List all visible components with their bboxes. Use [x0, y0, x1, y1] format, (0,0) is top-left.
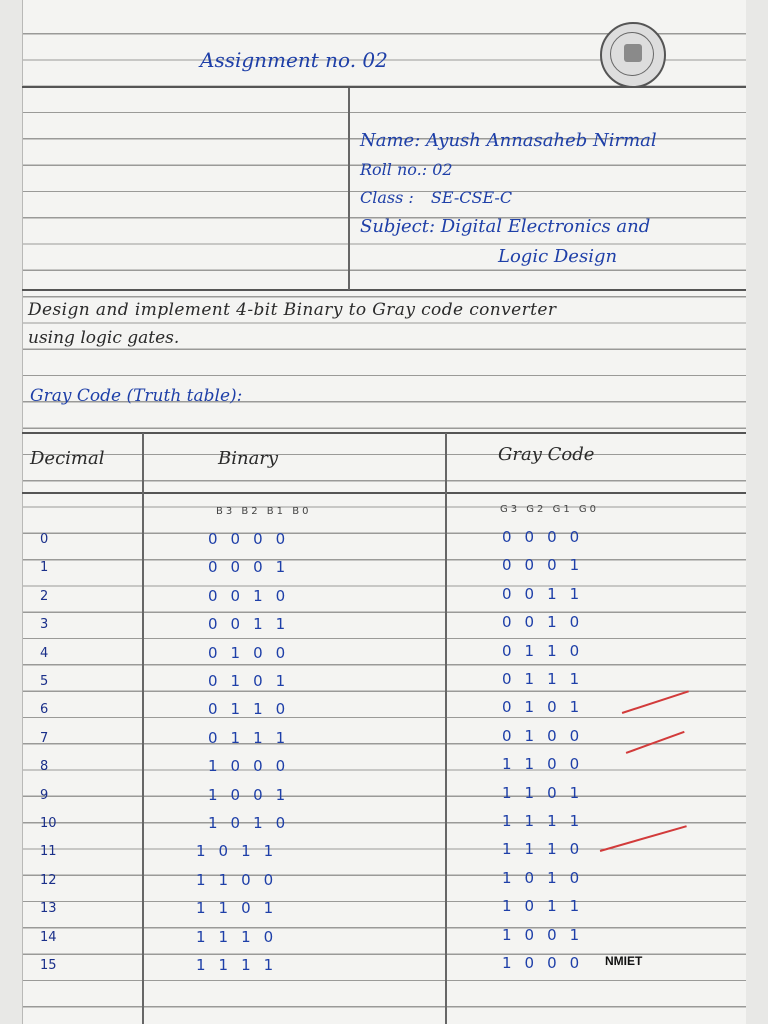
gray-cell: [502, 840, 579, 858]
binary-cell: [208, 587, 285, 605]
gray-bit: 1: [569, 556, 580, 575]
binary-bit: 1: [275, 615, 286, 634]
gray-bit: 0: [502, 528, 512, 546]
binary-bit: 0: [230, 757, 241, 776]
binary-bit: 0: [208, 615, 218, 634]
binary-bit: 0: [275, 643, 286, 662]
binary-cell: [196, 928, 273, 946]
binary-bit: 1: [241, 956, 251, 974]
binary-bit: 0: [253, 757, 263, 776]
roll-value: 02: [432, 160, 453, 179]
binary-cell: [208, 757, 285, 775]
notebook-page: [22, 0, 746, 1024]
margin-rule: [22, 0, 23, 1024]
decimal-cell: 12: [40, 872, 57, 888]
roll-line: [360, 160, 453, 179]
binary-bit: 0: [208, 643, 218, 662]
gray-bit: 1: [502, 812, 512, 830]
binary-bit: 0: [218, 842, 229, 861]
gray-cell: [502, 897, 579, 915]
binary-bit: 0: [230, 785, 241, 804]
binary-bit: 1: [263, 842, 274, 861]
binary-cell: [208, 615, 285, 633]
gray-bit: 1: [569, 925, 580, 944]
binary-bit: 1: [218, 899, 229, 918]
gray-bit: 0: [524, 613, 535, 632]
binary-bit: 1: [275, 728, 286, 747]
binary-bit: 1: [263, 956, 274, 974]
gray-bit: 0: [547, 556, 557, 575]
binary-cell: [208, 814, 285, 832]
binary-bit: 0: [208, 530, 218, 548]
gray-bit: 0: [547, 954, 557, 972]
binary-bit: 1: [241, 842, 251, 861]
gray-cell: [502, 954, 579, 972]
header-binary: Binary: [218, 448, 279, 469]
gray-bit: 0: [502, 670, 512, 688]
gray-cell: [502, 755, 579, 773]
binary-bit: 1: [253, 615, 263, 634]
binary-bits-header: B3 B2 B1 B0: [216, 506, 312, 517]
gray-cell: [502, 585, 579, 603]
gray-bit: 0: [569, 755, 580, 774]
binary-bit: 0: [208, 558, 218, 577]
binary-bit: 0: [263, 927, 274, 946]
binary-bit: 0: [253, 643, 263, 662]
gray-bit: 1: [547, 840, 557, 859]
gray-bit: 1: [502, 755, 512, 774]
gray-bit: 1: [524, 698, 535, 717]
binary-bit: 1: [230, 728, 241, 747]
binary-cell: [208, 558, 285, 576]
binary-bit: 1: [196, 899, 206, 918]
gray-bit: 0: [524, 528, 535, 546]
gray-cell: [502, 727, 579, 745]
gray-bit: 0: [502, 726, 512, 745]
decimal-cell: 4: [40, 645, 49, 661]
class-line: [360, 188, 512, 207]
gray-cell: [502, 812, 579, 830]
gray-cell: [502, 613, 579, 631]
section-title: Gray Code (Truth table):: [30, 386, 243, 406]
gray-bit: 0: [547, 925, 557, 944]
gray-bit: 0: [547, 528, 557, 546]
binary-cell: [208, 700, 285, 718]
name-label: Name:: [360, 130, 421, 151]
nmiet-stamp: NMIET: [605, 954, 643, 968]
decimal-cell: 1: [40, 560, 49, 576]
gray-cell: [502, 698, 579, 716]
gray-bit: 1: [502, 783, 512, 802]
binary-bit: 1: [208, 757, 218, 776]
binary-bit: 0: [275, 586, 286, 605]
table-col-divider-1: [142, 433, 144, 1024]
gray-bit: 0: [569, 840, 580, 859]
binary-bit: 1: [218, 956, 229, 974]
binary-bit: 1: [275, 672, 286, 690]
binary-bit: 0: [253, 672, 263, 690]
binary-bit: 1: [218, 870, 229, 889]
binary-bit: 1: [253, 586, 263, 605]
gray-bit: 1: [547, 670, 557, 688]
problem-line-1: Design and implement 4-bit Binary to Gray code converter: [28, 300, 557, 320]
gray-bit: 0: [502, 698, 512, 717]
gray-bit: 1: [524, 670, 535, 688]
gray-bit: 1: [524, 641, 535, 660]
binary-bit: 0: [275, 757, 286, 776]
decimal-cell: 15: [40, 958, 57, 973]
gray-bit: 0: [524, 925, 535, 944]
binary-bit: 1: [196, 870, 206, 889]
gray-bit: 1: [502, 925, 512, 944]
gray-bit: 0: [524, 556, 535, 575]
binary-cell: [196, 956, 273, 974]
binary-cell: [196, 842, 273, 860]
binary-bit: 0: [241, 899, 251, 918]
gray-cell: [502, 784, 579, 802]
gray-bit: 1: [569, 812, 580, 830]
gray-bit: 1: [524, 812, 535, 830]
class-value: SE-CSE-C: [430, 188, 513, 207]
binary-bit: 1: [208, 814, 218, 832]
red-check-mark-3: [600, 825, 687, 851]
binary-bit: 0: [253, 530, 263, 548]
class-label: Class :: [360, 188, 414, 207]
gray-cell: [502, 926, 579, 944]
binary-cell: [208, 644, 285, 662]
decimal-cell: 2: [40, 588, 49, 604]
decimal-cell: 6: [40, 702, 49, 718]
gray-bit: 1: [547, 641, 557, 660]
table-header-divider: [22, 492, 746, 494]
binary-bit: 1: [275, 785, 286, 804]
gray-bit: 0: [569, 528, 580, 546]
binary-cell: [208, 672, 285, 690]
gray-bit: 1: [547, 613, 557, 632]
gray-bit: 1: [502, 954, 512, 972]
gray-bit: 1: [547, 584, 557, 603]
binary-bit: 0: [230, 814, 241, 832]
red-check-mark-1: [622, 690, 689, 713]
gray-bit: 0: [502, 556, 512, 575]
gray-bit: 1: [569, 897, 580, 916]
binary-bit: 0: [208, 728, 218, 747]
binary-cell: [208, 786, 285, 804]
binary-bit: 1: [208, 785, 218, 804]
college-seal-logo: [600, 22, 666, 88]
gray-bit: 0: [524, 868, 535, 887]
binary-bit: 0: [241, 870, 251, 889]
header-vertical-divider: [348, 88, 350, 290]
gray-bit: 0: [524, 584, 535, 603]
decimal-cell: 7: [40, 730, 49, 746]
binary-cell: [208, 729, 285, 747]
decimal-cell: 13: [40, 901, 57, 917]
binary-bit: 0: [208, 586, 218, 605]
binary-bit: 1: [253, 700, 263, 719]
gray-bit: 0: [569, 868, 580, 887]
binary-bit: 0: [230, 615, 241, 634]
binary-cell: [196, 899, 273, 917]
binary-bit: 0: [230, 558, 241, 577]
gray-bit: 0: [524, 897, 535, 916]
gray-bit: 1: [569, 584, 580, 603]
problem-line-2: using logic gates.: [28, 328, 180, 348]
binary-bit: 0: [230, 586, 241, 605]
subject-line: [360, 216, 650, 237]
binary-bit: 0: [275, 530, 286, 548]
gray-bit: 0: [502, 641, 512, 660]
gray-bit: 0: [502, 584, 512, 603]
gray-bit: 1: [524, 726, 535, 745]
gray-bit: 1: [524, 840, 535, 859]
decimal-cell: 14: [40, 929, 57, 945]
binary-bit: 0: [208, 672, 218, 690]
gray-bit: 0: [569, 954, 580, 972]
gray-bit: 1: [569, 698, 580, 717]
gray-bit: 1: [524, 755, 535, 774]
gray-bit: 0: [502, 613, 512, 632]
binary-bit: 1: [196, 956, 206, 974]
table-top-border: [22, 432, 746, 434]
binary-bit: 0: [230, 530, 241, 548]
gray-cell: [502, 670, 579, 688]
name-value: Ayush Annasaheb Nirmal: [426, 130, 657, 151]
binary-bit: 0: [275, 814, 286, 832]
binary-bit: 0: [263, 870, 274, 889]
gray-bit: 0: [547, 698, 557, 717]
gray-cell: [502, 556, 579, 574]
red-check-mark-2: [626, 731, 685, 754]
decimal-cell: 9: [40, 787, 49, 803]
gray-cell: [502, 642, 579, 660]
roll-label: Roll no.:: [360, 160, 428, 179]
gray-bit: 0: [524, 954, 535, 972]
gray-bit: 0: [569, 726, 580, 745]
binary-bit: 0: [275, 700, 286, 719]
gray-bit: 1: [547, 812, 557, 830]
header-decimal: Decimal: [30, 448, 105, 469]
binary-bit: 0: [253, 558, 263, 577]
gray-cell: [502, 869, 579, 887]
decimal-cell: 8: [40, 759, 49, 775]
binary-bit: 1: [196, 927, 206, 946]
gray-bit: 0: [569, 641, 580, 660]
binary-bit: 1: [253, 814, 263, 832]
gray-bit: 1: [502, 868, 512, 887]
decimal-cell: 3: [40, 617, 49, 633]
gray-bits-header: G3 G2 G1 G0: [500, 504, 599, 515]
gray-bit: 0: [547, 755, 557, 774]
assignment-title: Assignment no. 02: [200, 48, 388, 72]
binary-bit: 1: [241, 927, 251, 946]
binary-bit: 1: [218, 927, 229, 946]
gray-cell: [502, 528, 579, 546]
gray-bit: 1: [569, 670, 580, 688]
header-gray-code: Gray Code: [498, 444, 595, 465]
table-col-divider-2: [445, 433, 447, 1024]
decimal-cell: 0: [40, 532, 49, 547]
decimal-cell: 10: [40, 816, 57, 831]
gray-bit: 1: [502, 840, 512, 859]
binary-bit: 1: [253, 728, 263, 747]
gray-bit: 0: [547, 726, 557, 745]
decimal-cell: 5: [40, 674, 49, 689]
binary-bit: 1: [230, 700, 241, 719]
binary-bit: 1: [263, 899, 274, 918]
binary-cell: [208, 530, 285, 548]
binary-bit: 1: [275, 558, 286, 577]
binary-bit: 0: [208, 700, 218, 719]
subject-value-1: Digital Electronics and: [440, 216, 651, 237]
binary-bit: 1: [196, 842, 206, 861]
gray-bit: 1: [547, 897, 557, 916]
binary-bit: 1: [230, 643, 241, 662]
subject-label: Subject:: [360, 216, 436, 237]
binary-bit: 1: [230, 672, 241, 690]
binary-bit: 0: [253, 785, 263, 804]
header-bottom-divider: [22, 289, 746, 291]
gray-bit: 0: [547, 783, 557, 802]
subject-value-2: Logic Design: [498, 246, 618, 267]
decimal-cell: 11: [40, 844, 57, 860]
name-line: [360, 130, 657, 151]
gray-bit: 0: [569, 613, 580, 632]
gray-bit: 1: [524, 783, 535, 802]
gray-bit: 1: [502, 897, 512, 916]
gray-bit: 1: [547, 868, 557, 887]
binary-cell: [196, 871, 273, 889]
gray-bit: 1: [569, 783, 580, 802]
